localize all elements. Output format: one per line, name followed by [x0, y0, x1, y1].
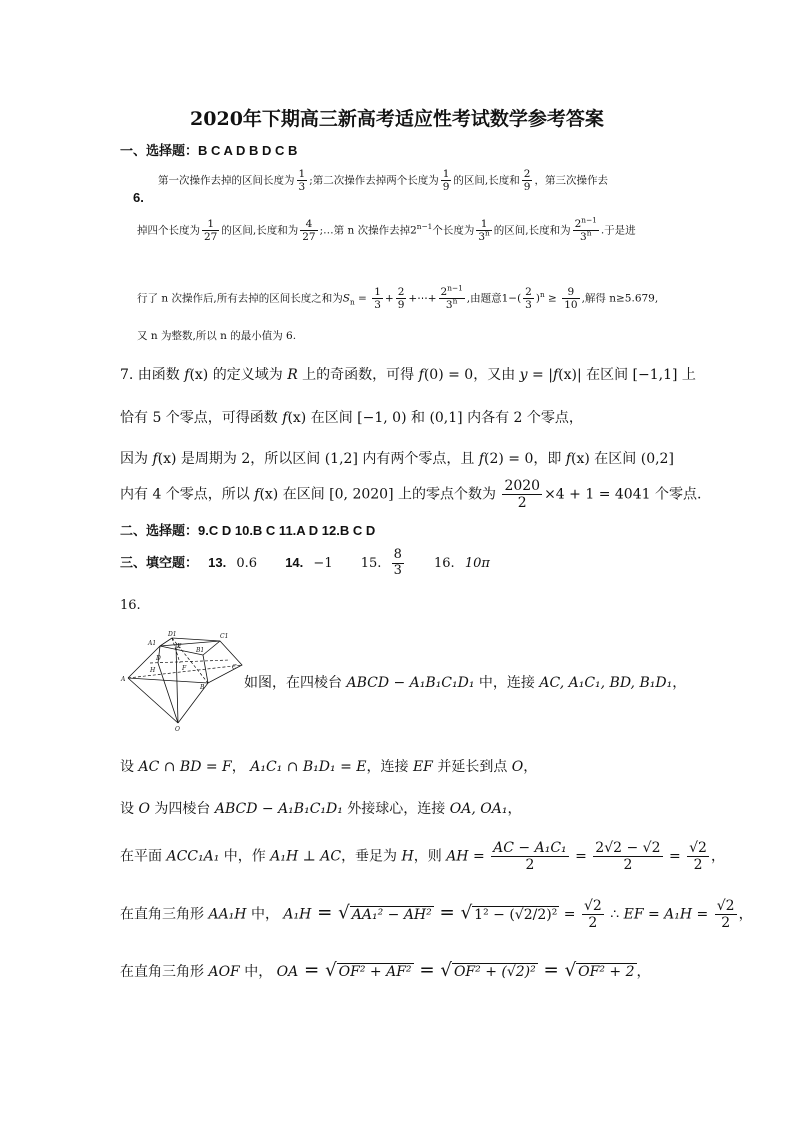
section3-line: 三、填空题： 13. 0.6 14. −1 15. $\frac{8}{3}$ 16. 10π — [120, 547, 490, 578]
section1-answers: B C A D B D C B — [198, 143, 298, 158]
q16-line4: 在平面 ACC₁A₁ 中，作 A₁H ⊥ AC，垂足为 H，则 AH = $\frac{\text{AC − A₁C₁}}{2}$ = $\frac{2√2 - √2}{2}$ = $\frac{√2}{2}$ ， — [120, 840, 725, 874]
label-H: H — [150, 667, 156, 674]
page-title: 2020年下期高三新高考适应性考试数学参考答案 — [190, 108, 604, 130]
q7-line2: 恰有 5 个零点，可得函数 f(x) 在区间 [−1, 0) 和 (0,1] 内各有 2 个零点， — [120, 410, 583, 426]
section1-line — [120, 140, 297, 159]
q16-line5: 在直角三角形 AA₁H 中， A₁H = √ AA₁² − AH² = √ 1² − (√2/2)² = $\frac{√2}{2}$ ∴ EF = A₁H = $\frac{√2}{2}$ ， — [120, 898, 753, 932]
q6-number: 6. — [133, 190, 144, 205]
q16-line1: 如图，在四棱台 ABCD − A₁B₁C₁D₁ 中，连接 AC, A₁C₁, BD, B₁D₁， — [244, 675, 687, 691]
q6-line1: 第一次操作去掉的区间长度为 $\frac{1}{3}$ ;第二次操作去掉两个长度为 $\frac{1}{9}$ 的区间,长度和 $\frac{2}{9}$ ，第三次操作去 — [158, 168, 608, 194]
label-A: A — [121, 676, 126, 683]
q7-line1: 7. 由函数 f(x) 的定义域为 R 上的奇函数，可得 f(0) = 0，又由 y = |f(x)| 在区间 [−1,1] 上 — [120, 367, 696, 383]
label-A1: A1 — [148, 640, 157, 647]
label-C1: C1 — [220, 633, 229, 640]
q6-line2: 掉四个长度为 $\frac{1}{27}$ 的区间,长度和为 $\frac{4}{27}$ ;…第 n 次操作去掉$2^{n-1}$个长度为 $\frac{1}{3^n}$ 的区间,长度和为 $\frac{2^{n-1}}{3^n}$ .于是进 — [137, 215, 636, 244]
section2-line — [120, 520, 375, 539]
label-C: C — [232, 664, 237, 671]
label-D: D — [156, 655, 161, 662]
frustum-figure — [120, 625, 245, 735]
q6-line4: 又 n 为整数,所以 n 的最小值为 6. — [137, 330, 297, 342]
section2-answers: 9.C D 10.B C 11.A D 12.B C D — [198, 523, 376, 538]
q16-number: 16. — [120, 598, 141, 613]
q7-line4: 内有 4 个零点，所以 f(x) 在区间 [0, 2020] 上的零点个数为 $\frac{2020}{2}$ ×4 + 1 = 4041 个零点. — [120, 478, 702, 512]
q6-line3: 行了 n 次操作后,所有去掉的区间长度之和为$S_n$ = $\frac{1}{3}$ + $\frac{2}{9}$ +⋯+ $\frac{2^{n-1}}{3^n}$ ,由题意1−( $\frac{2}{3}$ )$^n$ ≥ $\frac{9}{10}$ ,解得 n≥5.679, — [137, 283, 659, 312]
section2-heading: 二、选择题： — [120, 523, 199, 538]
label-O: O — [175, 726, 180, 733]
label-F: F — [182, 665, 187, 672]
label-E: E — [177, 643, 182, 650]
q16-line2: 设 AC ∩ BD = F， A₁C₁ ∩ B₁D₁ = E，连接 EF 并延长到点 O， — [120, 759, 538, 775]
label-B1: B1 — [196, 647, 205, 654]
section1-heading: 一、选择题： — [120, 143, 199, 158]
q7-line3: 因为 f(x) 是周期为 2，所以区间 (1,2] 内有两个零点，且 f(2) = 0，即 f(x) 在区间 (0,2] — [120, 451, 674, 467]
q16-line6: 在直角三角形 AOF 中， OA = √ OF² + AF² = √ OF² + (√2)² = √ OF² + 2 ， — [120, 960, 651, 981]
q16-line3: 设 O 为四棱台 ABCD − A₁B₁C₁D₁ 外接球心，连接 OA, OA₁， — [120, 801, 522, 817]
label-D1: D1 — [168, 631, 177, 638]
label-B: B — [200, 684, 205, 691]
